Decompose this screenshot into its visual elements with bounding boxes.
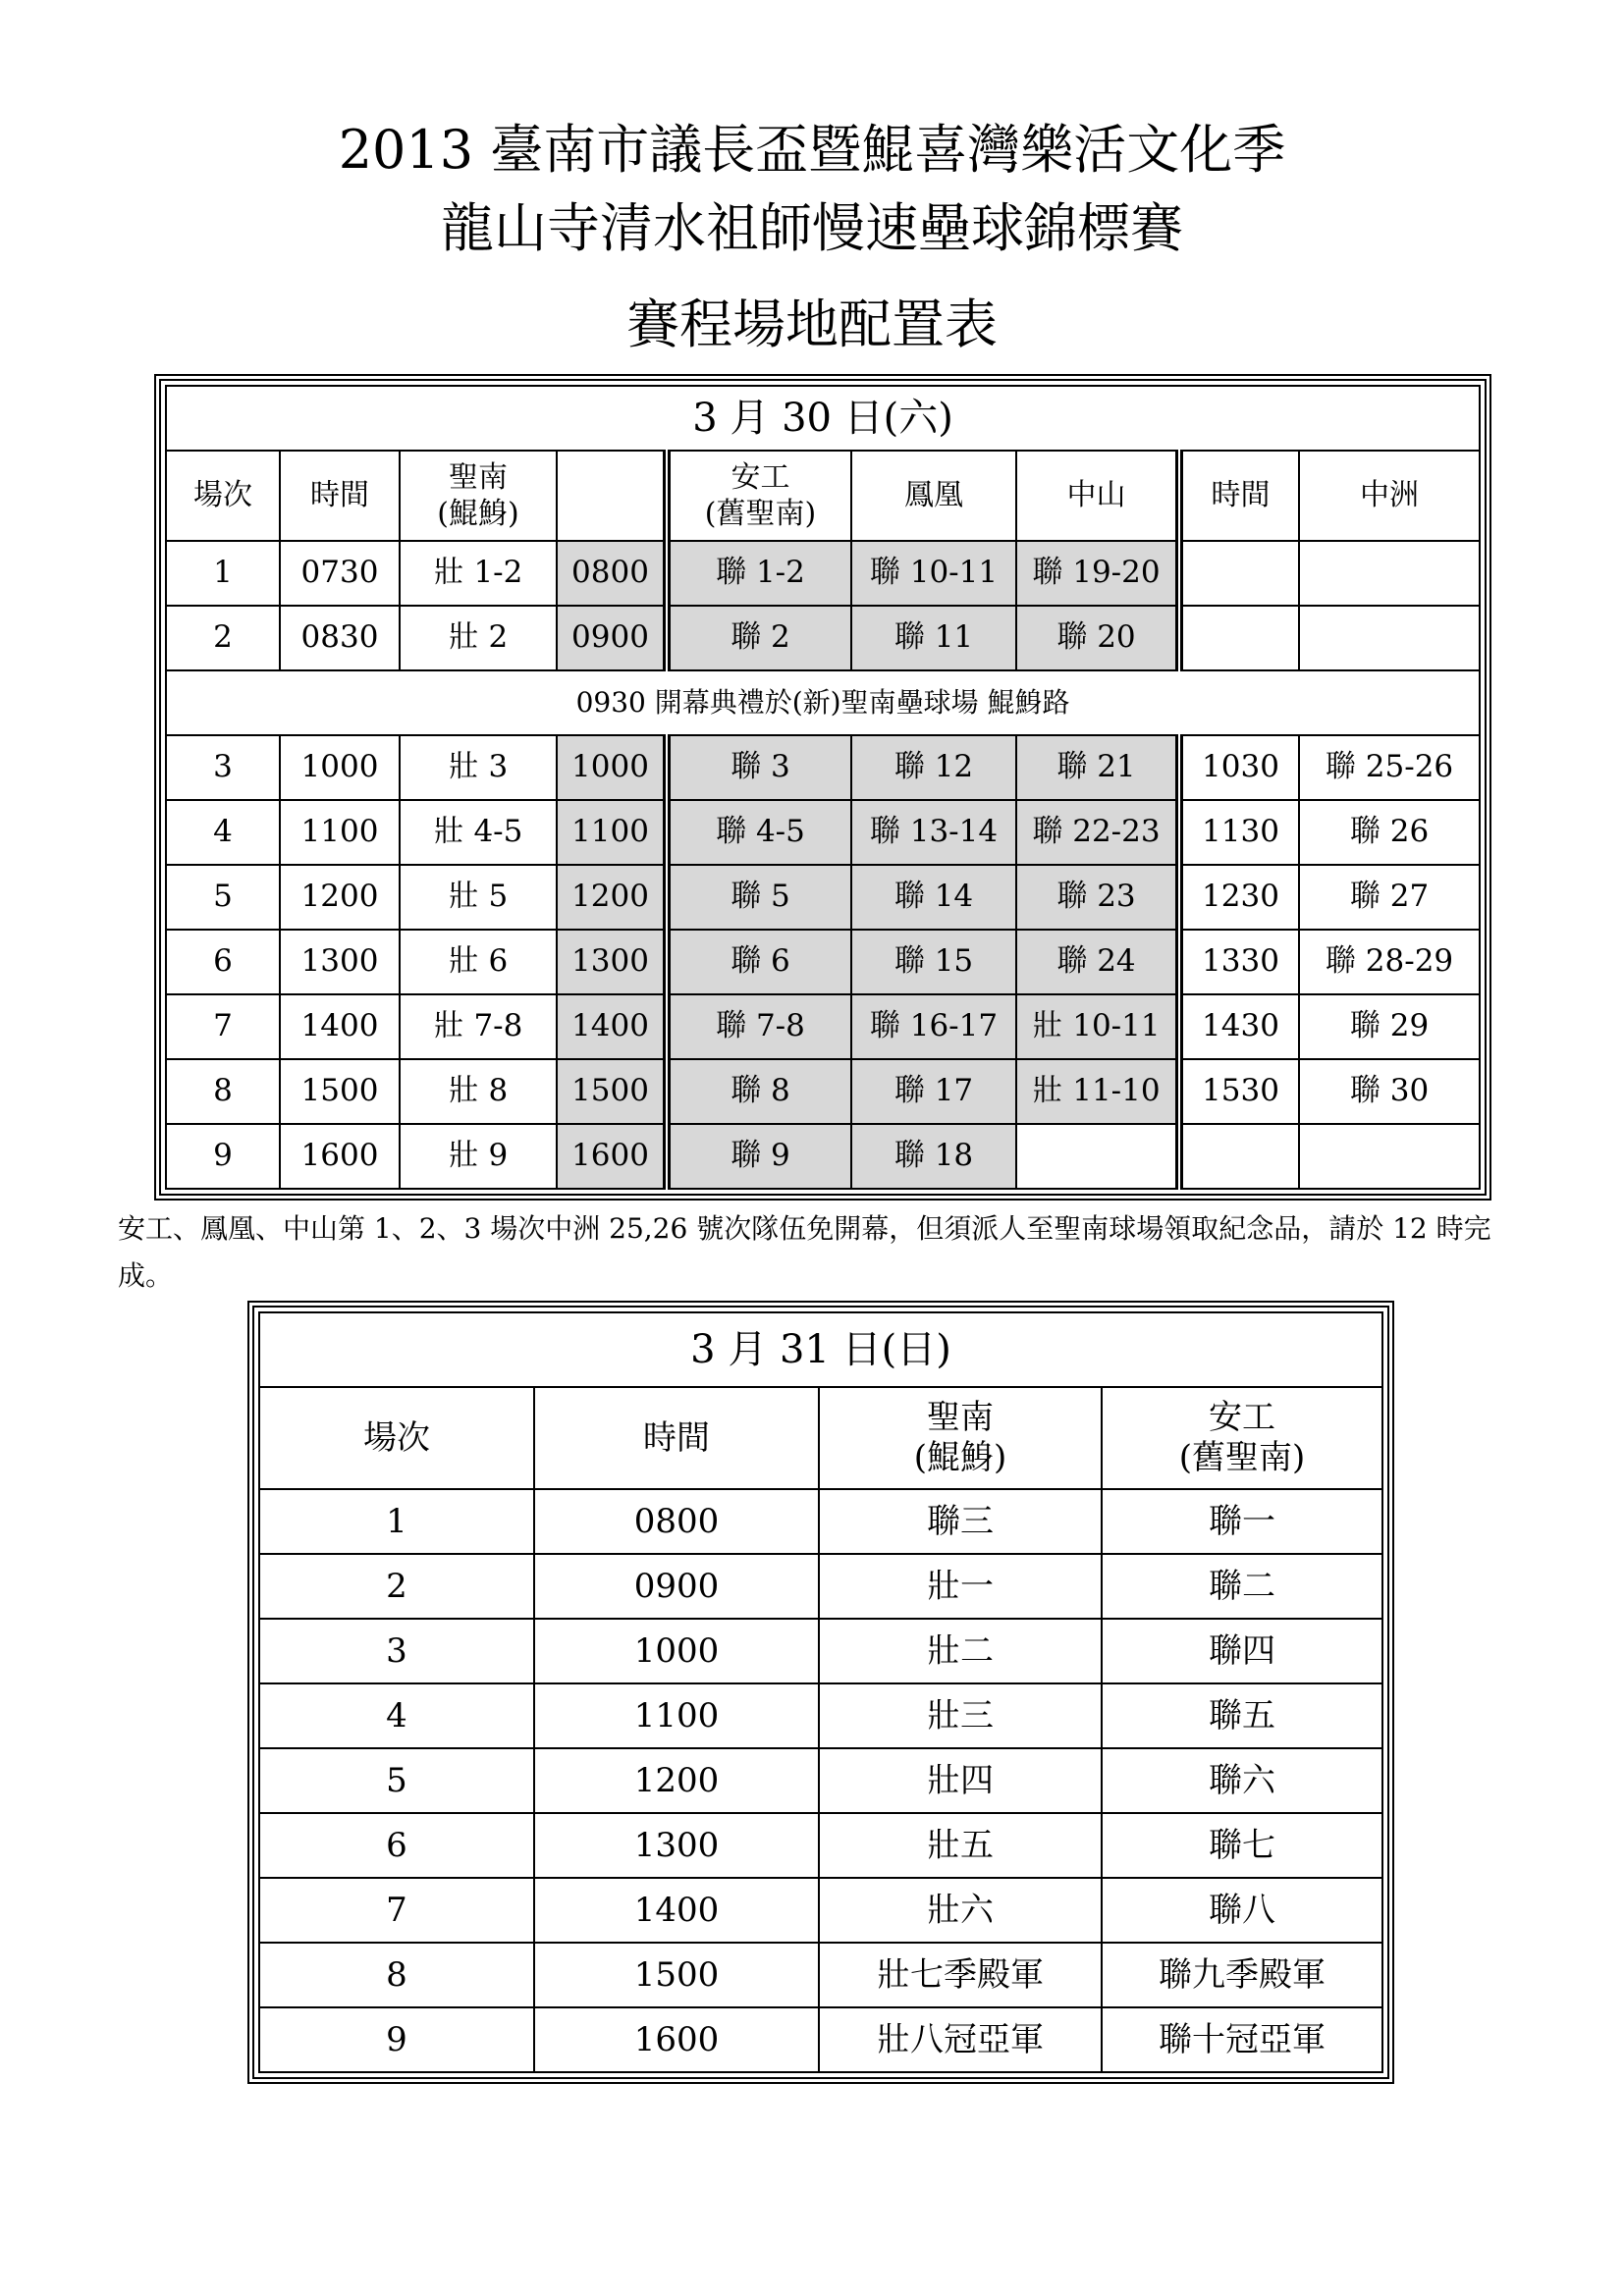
cell-angong: 聯 3 <box>667 735 851 800</box>
cell-round: 2 <box>259 1554 534 1619</box>
cell-zhongzhou: 聯 27 <box>1299 865 1480 930</box>
ceremony-text: 0930 開幕典禮於(新)聖南壘球場 鯤鯓路 <box>166 670 1480 735</box>
cell-zhongshan: 壯 11-10 <box>1016 1059 1179 1124</box>
col-header-angong <box>667 451 851 541</box>
col-header-fenghuang: 鳳凰 <box>851 451 1016 541</box>
table-row <box>166 800 1480 865</box>
cell-time: 1100 <box>280 800 400 865</box>
cell-time2: 1430 <box>1179 994 1299 1059</box>
note-text: 安工、鳳凰、中山第 1、2、3 場次中洲 25,26 號次隊伍免開幕，但須派人至聖南球場領取紀念品，請於 12 時完成。 <box>118 1212 1491 1292</box>
cell-time: 1300 <box>280 930 400 994</box>
cell-fenghuang: 聯 17 <box>851 1059 1016 1124</box>
title-line-2: 龍山寺清水祖師慢速壘球錦標賽 <box>441 197 1183 259</box>
col-header-angong <box>1102 1387 1382 1489</box>
cell-fenghuang: 聯 18 <box>851 1124 1016 1189</box>
cell-time: 1500 <box>534 1943 819 2007</box>
table-row <box>259 1489 1382 1554</box>
cell-fenghuang: 聯 14 <box>851 865 1016 930</box>
cell-round: 7 <box>166 994 280 1059</box>
cell-time2: 1130 <box>1179 800 1299 865</box>
cell-zhongzhou <box>1299 1124 1480 1189</box>
cell-time: 0800 <box>534 1489 819 1554</box>
cell-time: 1400 <box>280 994 400 1059</box>
cell-shengnan: 壯六 <box>819 1878 1102 1943</box>
cell-round: 5 <box>259 1748 534 1813</box>
cell-zhongshan: 聯 24 <box>1016 930 1179 994</box>
table-row <box>259 1619 1382 1683</box>
cell-shengnan: 壯四 <box>819 1748 1102 1813</box>
cell-angong: 聯 8 <box>667 1059 851 1124</box>
cell-zhongzhou <box>1299 541 1480 606</box>
title-line-3: 賽程場地配置表 <box>626 294 998 355</box>
cell-time-b: 0800 <box>557 541 667 606</box>
cell-round: 3 <box>166 735 280 800</box>
cell-round: 2 <box>166 606 280 670</box>
cell-shengnan: 壯七季殿軍 <box>819 1943 1102 2007</box>
table-row <box>259 1943 1382 2007</box>
col-header-blank <box>557 451 667 541</box>
schedule-table-day2 <box>258 1311 1383 2073</box>
table-row <box>166 735 1480 800</box>
cell-round: 6 <box>166 930 280 994</box>
cell-zhongshan: 壯 10-11 <box>1016 994 1179 1059</box>
col-header-time2: 時間 <box>1179 451 1299 541</box>
cell-round: 1 <box>259 1489 534 1554</box>
col-header-shengnan-text: 聖南 (鯤鯓) <box>913 1398 1007 1477</box>
cell-shengnan: 壯 4-5 <box>400 800 557 865</box>
cell-time: 1000 <box>280 735 400 800</box>
table-row <box>259 1878 1382 1943</box>
table-row <box>259 1683 1382 1748</box>
cell-shengnan: 壯 8 <box>400 1059 557 1124</box>
col-header-shengnan-text: 聖南 (鯤鯓) <box>437 459 519 531</box>
cell-shengnan: 壯 2 <box>400 606 557 670</box>
cell-fenghuang: 聯 11 <box>851 606 1016 670</box>
cell-angong: 聯 4-5 <box>667 800 851 865</box>
table-row <box>259 2007 1382 2072</box>
cell-shengnan: 壯一 <box>819 1554 1102 1619</box>
cell-angong: 聯 6 <box>667 930 851 994</box>
cell-shengnan: 壯二 <box>819 1619 1102 1683</box>
cell-round: 1 <box>166 541 280 606</box>
cell-shengnan: 壯 6 <box>400 930 557 994</box>
table-row <box>166 606 1480 670</box>
cell-time-b: 1200 <box>557 865 667 930</box>
cell-angong: 聯六 <box>1102 1748 1382 1813</box>
cell-time: 1100 <box>534 1683 819 1748</box>
table-row <box>259 1748 1382 1813</box>
table-row <box>166 1059 1480 1124</box>
cell-zhongshan: 聯 20 <box>1016 606 1179 670</box>
cell-time: 1600 <box>534 2007 819 2072</box>
cell-time: 0900 <box>534 1554 819 1619</box>
cell-zhongshan: 聯 21 <box>1016 735 1179 800</box>
cell-zhongzhou: 聯 25-26 <box>1299 735 1480 800</box>
cell-angong: 聯一 <box>1102 1489 1382 1554</box>
col-header-zhongzhou: 中洲 <box>1299 451 1480 541</box>
cell-fenghuang: 聯 15 <box>851 930 1016 994</box>
cell-zhongshan: 聯 19-20 <box>1016 541 1179 606</box>
cell-angong: 聯四 <box>1102 1619 1382 1683</box>
title-line-1: 2013 臺南市議長盃暨鯤喜灣樂活文化季 <box>338 119 1286 181</box>
cell-time: 1400 <box>534 1878 819 1943</box>
col-header-angong-text: 安工 (舊聖南) <box>704 459 817 531</box>
cell-fenghuang: 聯 10-11 <box>851 541 1016 606</box>
cell-zhongzhou: 聯 26 <box>1299 800 1480 865</box>
cell-round: 8 <box>259 1943 534 2007</box>
cell-time2 <box>1179 606 1299 670</box>
col-header-time: 時間 <box>280 451 400 541</box>
cell-time2: 1030 <box>1179 735 1299 800</box>
cell-shengnan: 壯五 <box>819 1813 1102 1878</box>
cell-zhongzhou <box>1299 606 1480 670</box>
cell-time: 1200 <box>534 1748 819 1813</box>
cell-round: 9 <box>259 2007 534 2072</box>
cell-time2: 1330 <box>1179 930 1299 994</box>
cell-angong: 聯五 <box>1102 1683 1382 1748</box>
cell-angong: 聯七 <box>1102 1813 1382 1878</box>
cell-angong: 聯九季殿軍 <box>1102 1943 1382 2007</box>
cell-zhongshan: 聯 22-23 <box>1016 800 1179 865</box>
cell-round: 3 <box>259 1619 534 1683</box>
cell-shengnan: 壯 3 <box>400 735 557 800</box>
cell-time-b: 1100 <box>557 800 667 865</box>
schedule-table-day1 <box>165 385 1481 1190</box>
cell-time: 1300 <box>534 1813 819 1878</box>
cell-angong: 聯 9 <box>667 1124 851 1189</box>
cell-zhongzhou: 聯 29 <box>1299 994 1480 1059</box>
cell-time-b: 1500 <box>557 1059 667 1124</box>
table-row <box>259 1813 1382 1878</box>
cell-shengnan: 壯 1-2 <box>400 541 557 606</box>
cell-angong: 聯十冠亞軍 <box>1102 2007 1382 2072</box>
cell-round: 8 <box>166 1059 280 1124</box>
cell-zhongzhou: 聯 30 <box>1299 1059 1480 1124</box>
cell-time: 1000 <box>534 1619 819 1683</box>
col-header-round: 場次 <box>166 451 280 541</box>
col-header-time: 時間 <box>534 1387 819 1489</box>
cell-round: 4 <box>259 1683 534 1748</box>
cell-time-b: 0900 <box>557 606 667 670</box>
cell-angong: 聯 7-8 <box>667 994 851 1059</box>
cell-shengnan: 壯 7-8 <box>400 994 557 1059</box>
col-header-zhongshan: 中山 <box>1016 451 1179 541</box>
cell-zhongshan <box>1016 1124 1179 1189</box>
col-header-round: 場次 <box>259 1387 534 1489</box>
cell-time: 1200 <box>280 865 400 930</box>
cell-zhongshan: 聯 23 <box>1016 865 1179 930</box>
ceremony-row <box>166 670 1480 735</box>
cell-time: 0730 <box>280 541 400 606</box>
cell-time-b: 1600 <box>557 1124 667 1189</box>
cell-angong: 聯 5 <box>667 865 851 930</box>
table-row <box>166 994 1480 1059</box>
cell-fenghuang: 聯 12 <box>851 735 1016 800</box>
cell-time: 1500 <box>280 1059 400 1124</box>
cell-angong: 聯 2 <box>667 606 851 670</box>
date-header: 3 月 31 日(日) <box>259 1312 1382 1387</box>
cell-time2 <box>1179 541 1299 606</box>
cell-shengnan: 壯 9 <box>400 1124 557 1189</box>
col-header-angong-text: 安工 (舊聖南) <box>1178 1398 1306 1477</box>
cell-fenghuang: 聯 16-17 <box>851 994 1016 1059</box>
col-header-shengnan <box>819 1387 1102 1489</box>
cell-angong: 聯八 <box>1102 1878 1382 1943</box>
cell-shengnan: 壯三 <box>819 1683 1102 1748</box>
cell-round: 7 <box>259 1878 534 1943</box>
cell-zhongzhou: 聯 28-29 <box>1299 930 1480 994</box>
cell-shengnan: 聯三 <box>819 1489 1102 1554</box>
cell-time2 <box>1179 1124 1299 1189</box>
cell-round: 4 <box>166 800 280 865</box>
col-header-shengnan <box>400 451 557 541</box>
cell-fenghuang: 聯 13-14 <box>851 800 1016 865</box>
table-row <box>166 541 1480 606</box>
cell-time2: 1530 <box>1179 1059 1299 1124</box>
cell-round: 9 <box>166 1124 280 1189</box>
table-row <box>166 865 1480 930</box>
cell-time-b: 1000 <box>557 735 667 800</box>
cell-time: 0830 <box>280 606 400 670</box>
cell-time-b: 1300 <box>557 930 667 994</box>
cell-shengnan: 壯八冠亞軍 <box>819 2007 1102 2072</box>
table-row <box>166 1124 1480 1189</box>
table-row <box>166 930 1480 994</box>
cell-time2: 1230 <box>1179 865 1299 930</box>
cell-round: 5 <box>166 865 280 930</box>
cell-time: 1600 <box>280 1124 400 1189</box>
cell-angong: 聯 1-2 <box>667 541 851 606</box>
cell-round: 6 <box>259 1813 534 1878</box>
table-row <box>259 1554 1382 1619</box>
cell-shengnan: 壯 5 <box>400 865 557 930</box>
cell-angong: 聯二 <box>1102 1554 1382 1619</box>
cell-time-b: 1400 <box>557 994 667 1059</box>
date-header: 3 月 30 日(六) <box>166 386 1480 451</box>
